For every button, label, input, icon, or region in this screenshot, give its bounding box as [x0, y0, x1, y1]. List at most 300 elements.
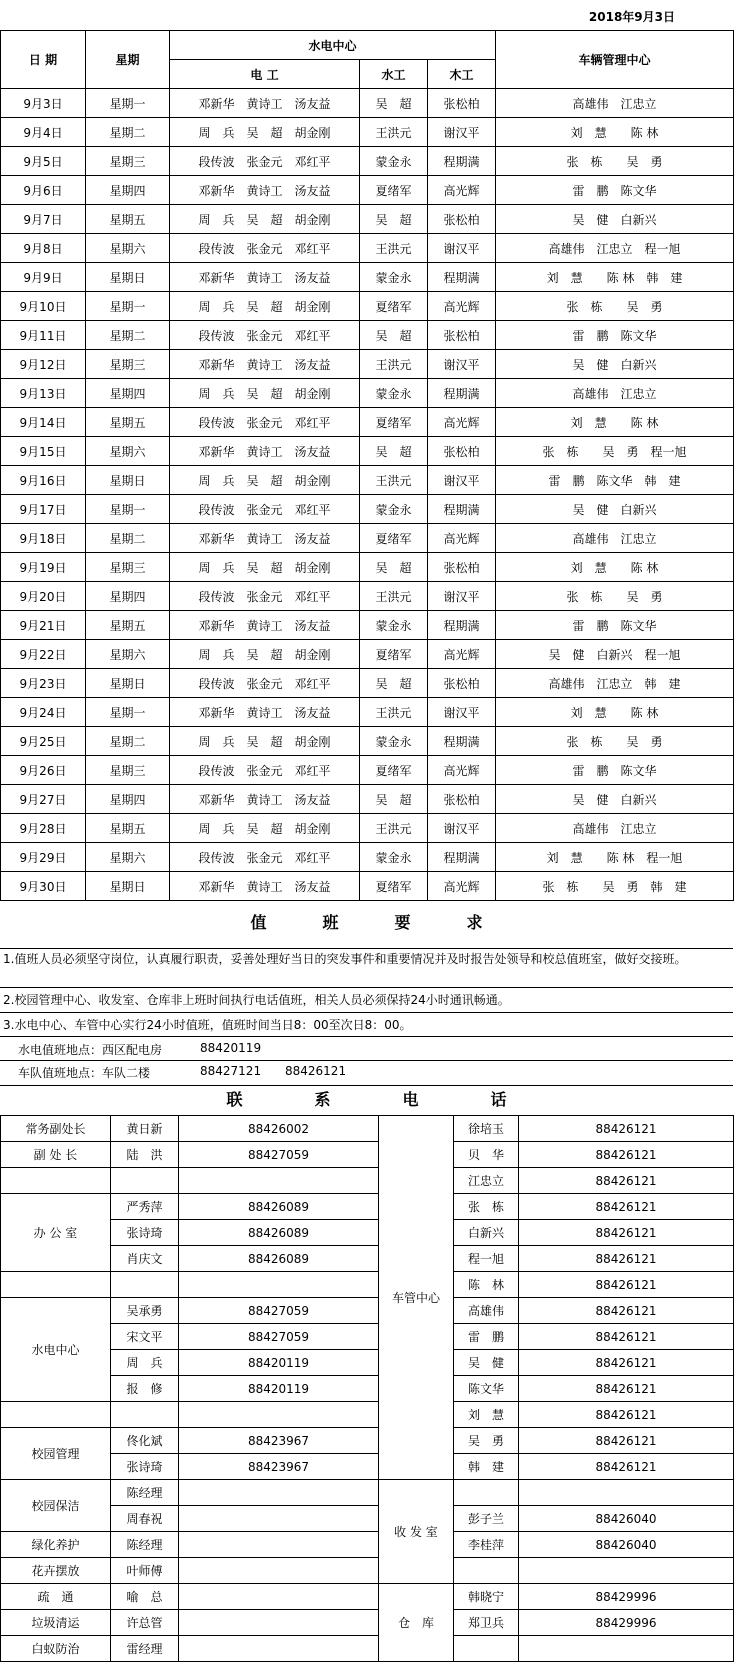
header-date: 日 期 — [1, 31, 86, 89]
row-carpenter: 张松柏 — [428, 553, 496, 582]
row-electricians: 周 兵 吴 超 胡金刚 — [170, 727, 360, 756]
row-electricians: 段传波 张金元 邓红平 — [170, 582, 360, 611]
row-date: 9月17日 — [1, 495, 86, 524]
row-vehicle-staff: 吴 健 白新兴 — [496, 205, 734, 234]
contact-phone: 88427059 — [179, 1142, 379, 1168]
row-vehicle-staff: 高雄伟 江忠立 — [496, 379, 734, 408]
contact-phone — [179, 1506, 379, 1532]
schedule-row — [1, 669, 734, 698]
contact-row — [1, 1298, 734, 1324]
contact-name: 周 兵 — [111, 1350, 179, 1376]
team-duty-phone-1: 88427121 — [200, 1064, 262, 1078]
contact-dept: 车管中心 — [379, 1116, 454, 1480]
row-plumber: 蒙金永 — [360, 843, 428, 872]
schedule-row — [1, 611, 734, 640]
schedule-row — [1, 640, 734, 669]
contact-phone — [179, 1584, 379, 1610]
contact-row — [1, 1350, 734, 1376]
requirements-title — [0, 898, 733, 948]
row-date: 9月14日 — [1, 408, 86, 437]
schedule-row — [1, 785, 734, 814]
row-date: 9月29日 — [1, 843, 86, 872]
row-plumber: 王洪元 — [360, 814, 428, 843]
row-vehicle-staff: 雷 鹏 陈文华 — [496, 611, 734, 640]
contact-name — [454, 1636, 519, 1662]
row-date: 9月26日 — [1, 756, 86, 785]
row-carpenter: 高光辉 — [428, 176, 496, 205]
row-carpenter: 程期满 — [428, 147, 496, 176]
row-plumber: 蒙金永 — [360, 263, 428, 292]
contact-name: 严秀萍 — [111, 1194, 179, 1220]
row-vehicle-staff: 张 栋 吴 勇 — [496, 727, 734, 756]
row-date: 9月23日 — [1, 669, 86, 698]
header-water-electric-center: 水电中心 — [170, 31, 496, 60]
contact-name: 陈文华 — [454, 1376, 519, 1402]
row-electricians: 段传波 张金元 邓红平 — [170, 756, 360, 785]
row-date: 9月21日 — [1, 611, 86, 640]
row-plumber: 蒙金永 — [360, 147, 428, 176]
row-plumber: 王洪元 — [360, 698, 428, 727]
schedule-row — [1, 350, 734, 379]
row-vehicle-staff: 高雄伟 江忠立 — [496, 524, 734, 553]
row-plumber: 夏绪军 — [360, 408, 428, 437]
contact-phone — [179, 1558, 379, 1584]
contact-name: 吴 勇 — [454, 1428, 519, 1454]
row-plumber: 吴 超 — [360, 553, 428, 582]
row-carpenter: 谢汉平 — [428, 350, 496, 379]
contact-phone: 88426121 — [519, 1454, 734, 1480]
contact-dept — [1, 1402, 111, 1428]
contact-row — [1, 1636, 734, 1662]
contact-phone: 88426121 — [519, 1272, 734, 1298]
contact-phone: 88426121 — [519, 1142, 734, 1168]
contact-dept: 副 处 长 — [1, 1142, 111, 1168]
contact-phone — [179, 1402, 379, 1428]
contact-name: 黄日新 — [111, 1116, 179, 1142]
row-vehicle-staff: 刘 慧 陈 林 — [496, 408, 734, 437]
row-plumber: 吴 超 — [360, 437, 428, 466]
req-title-char: 求 — [466, 913, 483, 932]
row-electricians: 邓新华 黄诗工 汤友益 — [170, 176, 360, 205]
row-electricians: 邓新华 黄诗工 汤友益 — [170, 263, 360, 292]
row-weekday: 星期三 — [86, 147, 170, 176]
contact-name: 贝 华 — [454, 1142, 519, 1168]
contact-row — [1, 1220, 734, 1246]
requirement-2: 2.校园管理中心、收发室、仓库非上班时间执行电话值班，相关人员必须保持24小时通讯畅通。 — [3, 993, 510, 1007]
row-plumber: 王洪元 — [360, 582, 428, 611]
row-date: 9月7日 — [1, 205, 86, 234]
contact-phone: 88427059 — [179, 1324, 379, 1350]
team-duty-location: 车队值班地点：车队二楼 — [18, 1066, 151, 1080]
contact-phone: 88426121 — [519, 1194, 734, 1220]
contact-phone: 88426121 — [519, 1376, 734, 1402]
contact-phone: 88426121 — [519, 1428, 734, 1454]
row-weekday: 星期一 — [86, 698, 170, 727]
divider — [0, 987, 733, 988]
row-electricians: 邓新华 黄诗工 汤友益 — [170, 872, 360, 901]
row-weekday: 星期三 — [86, 756, 170, 785]
row-date: 9月13日 — [1, 379, 86, 408]
row-date: 9月3日 — [1, 89, 86, 118]
row-plumber: 王洪元 — [360, 234, 428, 263]
row-carpenter: 程期满 — [428, 495, 496, 524]
contact-row — [1, 1558, 734, 1584]
row-carpenter: 谢汉平 — [428, 814, 496, 843]
row-weekday: 星期四 — [86, 785, 170, 814]
row-date: 9月19日 — [1, 553, 86, 582]
header-plumber: 水工 — [360, 60, 428, 89]
row-carpenter: 高光辉 — [428, 524, 496, 553]
contact-phone: 88429996 — [519, 1610, 734, 1636]
requirement-1: 1.值班人员必须坚守岗位，认真履行职责，妥善处理好当日的突发事件和重要情况并及时报告处领导和校总值班室，做好交接班。 — [3, 952, 687, 966]
row-date: 9月5日 — [1, 147, 86, 176]
header-carpenter: 木工 — [428, 60, 496, 89]
row-weekday: 星期六 — [86, 437, 170, 466]
contact-name: 雷 鹏 — [454, 1324, 519, 1350]
contact-name: 韩 建 — [454, 1454, 519, 1480]
row-electricians: 段传波 张金元 邓红平 — [170, 147, 360, 176]
contact-dept: 校园管理 — [1, 1428, 111, 1480]
row-plumber: 吴 超 — [360, 205, 428, 234]
contact-phone: 88429996 — [519, 1584, 734, 1610]
row-plumber: 蒙金永 — [360, 727, 428, 756]
contact-phone — [519, 1558, 734, 1584]
contact-dept: 校园保洁 — [1, 1480, 111, 1532]
schedule-row — [1, 495, 734, 524]
row-carpenter: 程期满 — [428, 263, 496, 292]
contact-phone — [179, 1532, 379, 1558]
row-date: 9月4日 — [1, 118, 86, 147]
row-plumber: 蒙金永 — [360, 495, 428, 524]
contact-row — [1, 1324, 734, 1350]
contact-row — [1, 1584, 734, 1610]
req-title-char: 班 — [322, 913, 339, 932]
contact-name: 白新兴 — [454, 1220, 519, 1246]
contact-dept: 绿化养护 — [1, 1532, 111, 1558]
contact-phone — [179, 1480, 379, 1506]
contact-phone: 88426040 — [519, 1532, 734, 1558]
row-weekday: 星期三 — [86, 350, 170, 379]
row-weekday: 星期一 — [86, 495, 170, 524]
contact-dept: 办 公 室 — [1, 1194, 111, 1272]
contact-dept — [1, 1168, 111, 1194]
schedule-row — [1, 408, 734, 437]
contact-phone — [179, 1272, 379, 1298]
row-carpenter: 张松柏 — [428, 437, 496, 466]
row-vehicle-staff: 吴 健 白新兴 — [496, 785, 734, 814]
contact-name — [111, 1402, 179, 1428]
ct-title-char: 系 — [314, 1090, 331, 1109]
row-weekday: 星期三 — [86, 553, 170, 582]
contact-phone: 88426089 — [179, 1246, 379, 1272]
contact-name: 陆 洪 — [111, 1142, 179, 1168]
row-electricians: 邓新华 黄诗工 汤友益 — [170, 611, 360, 640]
schedule-row — [1, 292, 734, 321]
contact-dept: 垃圾清运 — [1, 1610, 111, 1636]
contact-row — [1, 1532, 734, 1558]
row-electricians: 段传波 张金元 邓红平 — [170, 321, 360, 350]
schedule-row — [1, 582, 734, 611]
row-vehicle-staff: 雷 鹏 陈文华 — [496, 321, 734, 350]
row-weekday: 星期二 — [86, 524, 170, 553]
ct-title-char: 联 — [226, 1090, 243, 1109]
row-carpenter: 程期满 — [428, 379, 496, 408]
row-carpenter: 谢汉平 — [428, 466, 496, 495]
schedule-row — [1, 89, 734, 118]
row-weekday: 星期五 — [86, 408, 170, 437]
divider — [0, 1036, 733, 1037]
contact-phone: 88427059 — [179, 1298, 379, 1324]
header-electrician: 电 工 — [170, 60, 360, 89]
row-plumber: 夏绪军 — [360, 176, 428, 205]
contact-row — [1, 1428, 734, 1454]
row-weekday: 星期日 — [86, 466, 170, 495]
contact-name — [454, 1480, 519, 1506]
contact-row — [1, 1272, 734, 1298]
row-electricians: 周 兵 吴 超 胡金刚 — [170, 640, 360, 669]
row-plumber: 夏绪军 — [360, 292, 428, 321]
contact-phone: 88426040 — [519, 1506, 734, 1532]
contact-name: 陈经理 — [111, 1480, 179, 1506]
divider — [0, 1012, 733, 1013]
contact-phone: 88426121 — [519, 1220, 734, 1246]
row-weekday: 星期四 — [86, 176, 170, 205]
contact-name: 吴 健 — [454, 1350, 519, 1376]
row-vehicle-staff: 张 栋 吴 勇 — [496, 582, 734, 611]
schedule-row — [1, 147, 734, 176]
contact-name: 吴承勇 — [111, 1298, 179, 1324]
contact-name: 许总管 — [111, 1610, 179, 1636]
row-electricians: 邓新华 黄诗工 汤友益 — [170, 350, 360, 379]
ct-title-char: 电 — [402, 1090, 419, 1109]
row-vehicle-staff: 雷 鹏 陈文华 韩 建 — [496, 466, 734, 495]
row-carpenter: 高光辉 — [428, 640, 496, 669]
contact-dept: 花卉摆放 — [1, 1558, 111, 1584]
document-date-bar — [0, 0, 733, 30]
contact-phone: 88423967 — [179, 1454, 379, 1480]
row-date: 9月22日 — [1, 640, 86, 669]
row-weekday: 星期一 — [86, 89, 170, 118]
row-weekday: 星期六 — [86, 640, 170, 669]
contact-name: 雷经理 — [111, 1636, 179, 1662]
schedule-row — [1, 176, 734, 205]
schedule-row — [1, 843, 734, 872]
row-plumber: 夏绪军 — [360, 524, 428, 553]
contact-phone — [179, 1610, 379, 1636]
row-vehicle-staff: 高雄伟 江忠立 — [496, 814, 734, 843]
row-plumber: 夏绪军 — [360, 640, 428, 669]
schedule-row — [1, 698, 734, 727]
row-vehicle-staff: 高雄伟 江忠立 程一旭 — [496, 234, 734, 263]
row-electricians: 周 兵 吴 超 胡金刚 — [170, 205, 360, 234]
row-carpenter: 高光辉 — [428, 872, 496, 901]
row-weekday: 星期二 — [86, 321, 170, 350]
row-date: 9月20日 — [1, 582, 86, 611]
row-plumber: 吴 超 — [360, 321, 428, 350]
schedule-row — [1, 118, 734, 147]
contact-phone: 88426002 — [179, 1116, 379, 1142]
water-duty-location: 水电值班地点：西区配电房 — [18, 1043, 163, 1057]
contact-name: 高雄伟 — [454, 1298, 519, 1324]
contact-phone: 88420119 — [179, 1376, 379, 1402]
contact-row — [1, 1610, 734, 1636]
divider — [0, 948, 733, 949]
row-vehicle-staff: 张 栋 吴 勇 — [496, 147, 734, 176]
row-vehicle-staff: 张 栋 吴 勇 — [496, 292, 734, 321]
row-date: 9月6日 — [1, 176, 86, 205]
contact-phone: 88426089 — [179, 1194, 379, 1220]
contact-dept: 常务副处长 — [1, 1116, 111, 1142]
row-vehicle-staff: 刘 慧 陈 林 韩 建 — [496, 263, 734, 292]
row-electricians: 周 兵 吴 超 胡金刚 — [170, 466, 360, 495]
row-carpenter: 高光辉 — [428, 756, 496, 785]
contact-row — [1, 1246, 734, 1272]
row-plumber: 吴 超 — [360, 669, 428, 698]
schedule-row — [1, 321, 734, 350]
row-carpenter: 谢汉平 — [428, 234, 496, 263]
row-vehicle-staff: 张 栋 吴 勇 程一旭 — [496, 437, 734, 466]
row-vehicle-staff: 张 栋 吴 勇 韩 建 — [496, 872, 734, 901]
row-carpenter: 程期满 — [428, 611, 496, 640]
row-weekday: 星期二 — [86, 118, 170, 147]
schedule-row — [1, 205, 734, 234]
contacts-title — [0, 1085, 733, 1115]
contact-phone: 88426121 — [519, 1298, 734, 1324]
row-carpenter: 张松柏 — [428, 785, 496, 814]
contact-phone — [179, 1636, 379, 1662]
contact-name: 郑卫兵 — [454, 1610, 519, 1636]
contact-phone: 88420119 — [179, 1350, 379, 1376]
header-weekday: 星期 — [86, 31, 170, 89]
row-electricians: 邓新华 黄诗工 汤友益 — [170, 89, 360, 118]
row-date: 9月15日 — [1, 437, 86, 466]
contact-phone: 88426121 — [519, 1324, 734, 1350]
contact-name: 张诗琦 — [111, 1220, 179, 1246]
row-electricians: 周 兵 吴 超 胡金刚 — [170, 292, 360, 321]
schedule-row — [1, 379, 734, 408]
row-carpenter: 程期满 — [428, 843, 496, 872]
contact-row — [1, 1168, 734, 1194]
row-date: 9月30日 — [1, 872, 86, 901]
contact-dept — [1, 1272, 111, 1298]
row-weekday: 星期一 — [86, 292, 170, 321]
contact-name: 张诗琦 — [111, 1454, 179, 1480]
row-vehicle-staff: 吴 健 白新兴 — [496, 350, 734, 379]
contact-dept: 疏 通 — [1, 1584, 111, 1610]
row-carpenter: 高光辉 — [428, 408, 496, 437]
contact-name: 徐培玉 — [454, 1116, 519, 1142]
requirement-3: 3.水电中心、车管中心实行24小时值班，值班时间当日8：00至次日8：00。 — [3, 1018, 412, 1032]
row-carpenter: 程期满 — [428, 727, 496, 756]
row-vehicle-staff: 刘 慧 陈 林 程一旭 — [496, 843, 734, 872]
contact-row — [1, 1116, 734, 1142]
contact-row — [1, 1142, 734, 1168]
contact-name: 喻 总 — [111, 1584, 179, 1610]
contacts-table — [0, 1115, 734, 1662]
req-title-char: 值 — [250, 913, 267, 932]
row-date: 9月24日 — [1, 698, 86, 727]
row-carpenter: 高光辉 — [428, 292, 496, 321]
contact-phone: 88426089 — [179, 1220, 379, 1246]
row-weekday: 星期六 — [86, 843, 170, 872]
row-carpenter: 张松柏 — [428, 321, 496, 350]
contacts-rows — [1, 1116, 734, 1662]
row-date: 9月27日 — [1, 785, 86, 814]
row-plumber: 夏绪军 — [360, 872, 428, 901]
row-vehicle-staff: 吴 健 白新兴 程一旭 — [496, 640, 734, 669]
contact-dept: 仓 库 — [379, 1584, 454, 1662]
row-weekday: 星期日 — [86, 669, 170, 698]
row-plumber: 王洪元 — [360, 118, 428, 147]
row-weekday: 星期日 — [86, 263, 170, 292]
row-plumber: 王洪元 — [360, 466, 428, 495]
contact-name: 肖庆文 — [111, 1246, 179, 1272]
schedule-row — [1, 466, 734, 495]
row-weekday: 星期六 — [86, 234, 170, 263]
contact-name: 张 栋 — [454, 1194, 519, 1220]
schedule-row — [1, 553, 734, 582]
water-duty-phone: 88420119 — [200, 1041, 262, 1055]
row-electricians: 段传波 张金元 邓红平 — [170, 495, 360, 524]
row-electricians: 周 兵 吴 超 胡金刚 — [170, 379, 360, 408]
contact-phone: 88426121 — [519, 1402, 734, 1428]
contact-name: 叶师傅 — [111, 1558, 179, 1584]
contact-row — [1, 1454, 734, 1480]
row-vehicle-staff: 雷 鹏 陈文华 — [496, 756, 734, 785]
schedule-row — [1, 872, 734, 901]
contact-phone — [519, 1636, 734, 1662]
row-date: 9月11日 — [1, 321, 86, 350]
row-date: 9月10日 — [1, 292, 86, 321]
contact-row — [1, 1506, 734, 1532]
contact-name: 程一旭 — [454, 1246, 519, 1272]
row-plumber: 王洪元 — [360, 350, 428, 379]
contact-name: 江忠立 — [454, 1168, 519, 1194]
row-carpenter: 谢汉平 — [428, 698, 496, 727]
row-plumber: 吴 超 — [360, 785, 428, 814]
schedule-row — [1, 234, 734, 263]
row-weekday: 星期二 — [86, 727, 170, 756]
contact-phone: 88426121 — [519, 1350, 734, 1376]
schedule-row — [1, 437, 734, 466]
row-weekday: 星期四 — [86, 379, 170, 408]
contact-name — [454, 1558, 519, 1584]
schedule-row — [1, 524, 734, 553]
contact-phone: 88426121 — [519, 1116, 734, 1142]
row-weekday: 星期四 — [86, 582, 170, 611]
row-carpenter: 张松柏 — [428, 89, 496, 118]
contact-name: 宋文平 — [111, 1324, 179, 1350]
contact-name — [111, 1272, 179, 1298]
row-electricians: 周 兵 吴 超 胡金刚 — [170, 814, 360, 843]
contact-phone: 88426121 — [519, 1168, 734, 1194]
contact-phone: 88426121 — [519, 1246, 734, 1272]
row-carpenter: 谢汉平 — [428, 582, 496, 611]
contact-phone: 88423967 — [179, 1428, 379, 1454]
row-date: 9月8日 — [1, 234, 86, 263]
req-title-char: 要 — [394, 913, 411, 932]
row-weekday: 星期五 — [86, 611, 170, 640]
row-electricians: 邓新华 黄诗工 汤友益 — [170, 437, 360, 466]
row-vehicle-staff: 吴 健 白新兴 — [496, 495, 734, 524]
contact-name: 陈经理 — [111, 1532, 179, 1558]
schedule-row — [1, 756, 734, 785]
contact-row — [1, 1480, 734, 1506]
header-vehicle-center: 车辆管理中心 — [496, 31, 734, 89]
row-electricians: 周 兵 吴 超 胡金刚 — [170, 118, 360, 147]
contact-name: 陈 林 — [454, 1272, 519, 1298]
schedule-rows — [1, 89, 734, 901]
